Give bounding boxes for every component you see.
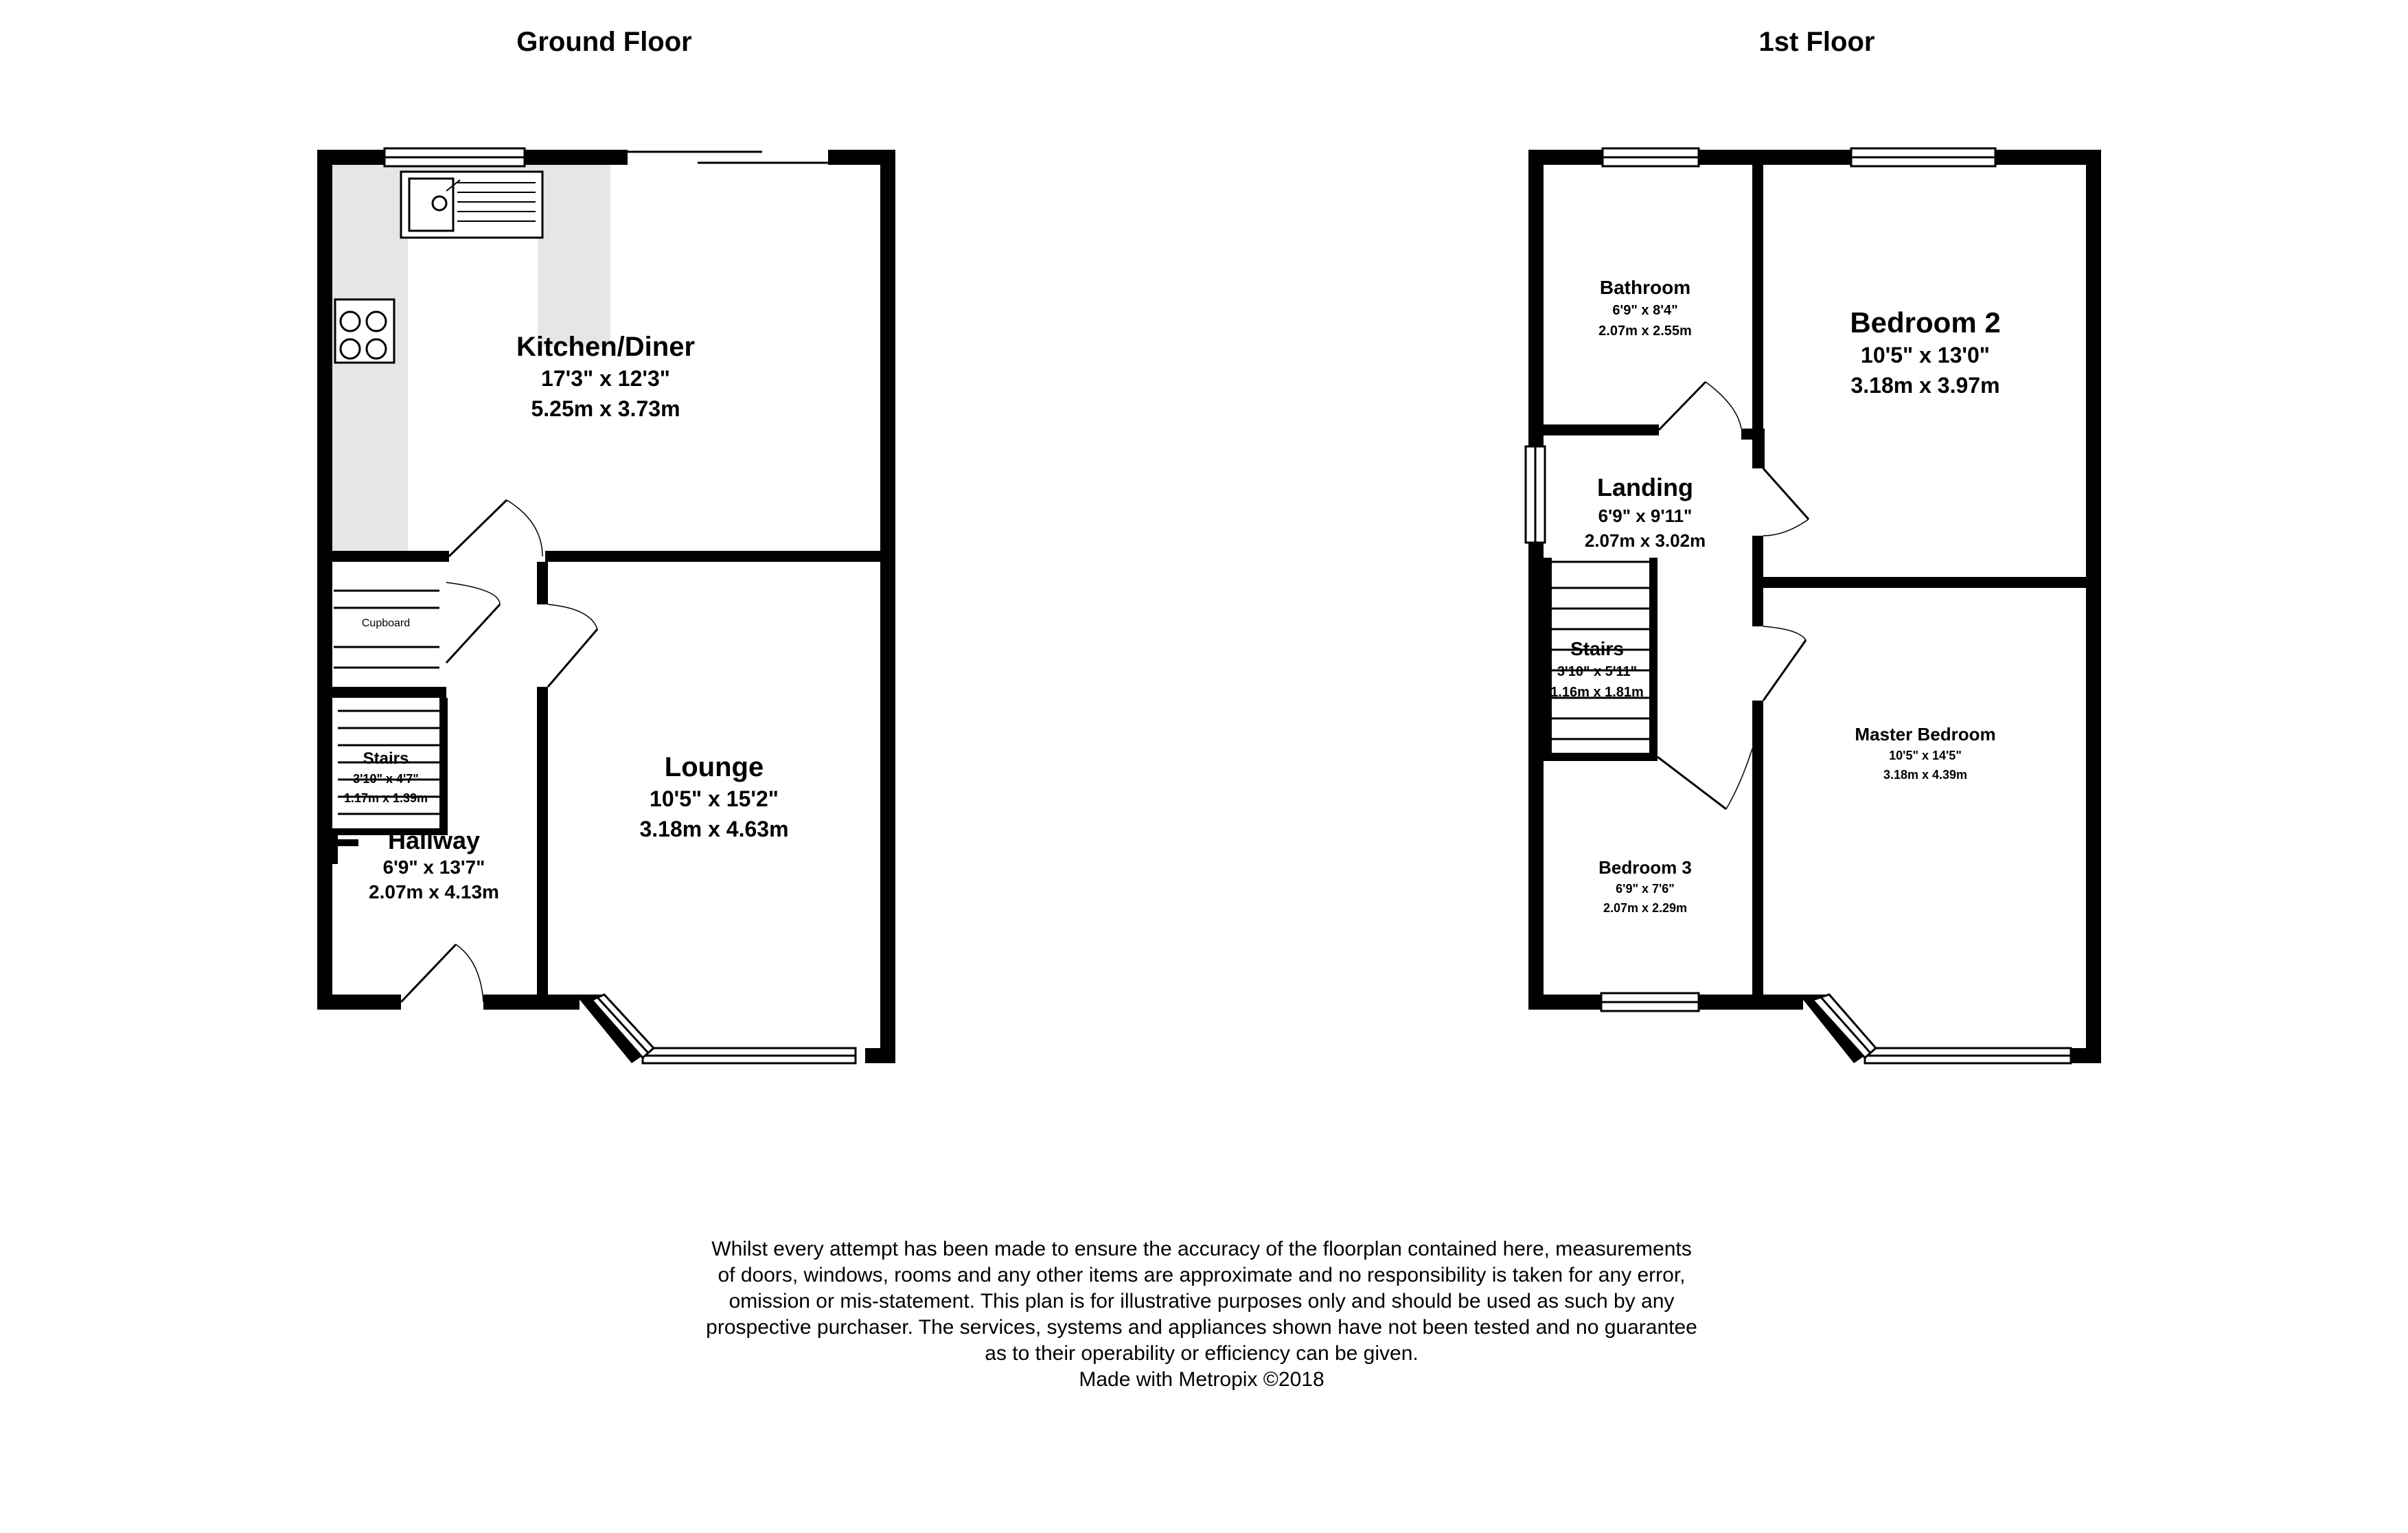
room-name-lounge: Lounge xyxy=(664,752,764,782)
room-name-bathroom: Bathroom xyxy=(1599,277,1691,298)
cupboard-shelves xyxy=(334,591,439,668)
first-floor-title: 1st Floor xyxy=(1758,27,1875,57)
room-name-landing: Landing xyxy=(1597,473,1693,501)
room-metric-bathroom: 2.07m x 2.55m xyxy=(1598,323,1692,339)
room-imperial-bathroom: 6'9" x 8'4" xyxy=(1612,303,1678,318)
first-floor-plan xyxy=(1526,27,2101,1063)
room-name-bedroom-2: Bedroom 2 xyxy=(1850,306,2001,339)
room-imperial-kitchen: 17'3" x 12'3" xyxy=(541,366,670,391)
sliding-door xyxy=(628,152,828,163)
disclaimer-text: Whilst every attempt has been made to ensure the accuracy of the floorplan contained here, measurements of doors, windows, rooms and any other items are approximate and no responsibility is taken for any error, omission or mis-statement. This plan is for illustrative purposes only and should be used as such by any prospective purchaser. The services, systems and appliances shown have not been tested and no guarantee as to their operability or efficiency can be given. Made with Metropix ©2018 xyxy=(706,1238,1697,1391)
room-metric-hallway: 2.07m x 4.13m xyxy=(369,881,499,902)
room-imperial-bedroom-3: 6'9" x 7'6" xyxy=(1616,882,1675,896)
room-imperial-master-bedroom: 10'5" x 14'5" xyxy=(1889,749,1962,762)
room-name-kitchen: Kitchen/Diner xyxy=(516,332,696,362)
room-name-cupboard: Cupboard xyxy=(361,617,411,629)
room-name-hallway: Hallway xyxy=(387,826,481,854)
room-metric-kitchen: 5.25m x 3.73m xyxy=(531,396,680,421)
sink-icon xyxy=(401,172,542,238)
first-floor-doors xyxy=(1658,382,1809,809)
room-name-bedroom-3: Bedroom 3 xyxy=(1598,857,1692,878)
room-name-stairs-ground: Stairs xyxy=(363,749,409,768)
room-metric-lounge: 3.18m x 4.63m xyxy=(639,817,789,841)
room-imperial-stairs-first: 3'10" x 5'11" xyxy=(1557,664,1638,679)
worktop-centre xyxy=(538,165,610,347)
room-imperial-landing: 6'9" x 9'11" xyxy=(1598,506,1693,526)
room-name-stairs-first: Stairs xyxy=(1570,638,1624,659)
room-imperial-stairs-ground: 3'10" x 4'7" xyxy=(353,772,419,786)
ground-floor-windows xyxy=(382,148,856,1063)
ground-floor-doors xyxy=(401,500,597,1002)
room-metric-stairs-first: 1.16m x 1.81m xyxy=(1550,685,1644,700)
ground-floor-title: Ground Floor xyxy=(516,27,692,57)
room-metric-bedroom-2: 3.18m x 3.97m xyxy=(1850,373,2000,398)
room-imperial-hallway: 6'9" x 13'7" xyxy=(382,856,485,878)
room-metric-stairs-ground: 1.17m x 1.39m xyxy=(343,791,428,805)
room-metric-bedroom-3: 2.07m x 2.29m xyxy=(1603,901,1688,915)
room-name-master-bedroom: Master Bedroom xyxy=(1855,724,1996,745)
room-metric-master-bedroom: 3.18m x 4.39m xyxy=(1883,768,1968,782)
room-imperial-lounge: 10'5" x 15'2" xyxy=(650,786,779,811)
hob-icon xyxy=(335,299,394,363)
ground-floor-plan xyxy=(317,27,895,1063)
room-imperial-bedroom-2: 10'5" x 13'0" xyxy=(1861,343,1990,367)
room-metric-landing: 2.07m x 3.02m xyxy=(1584,530,1706,551)
